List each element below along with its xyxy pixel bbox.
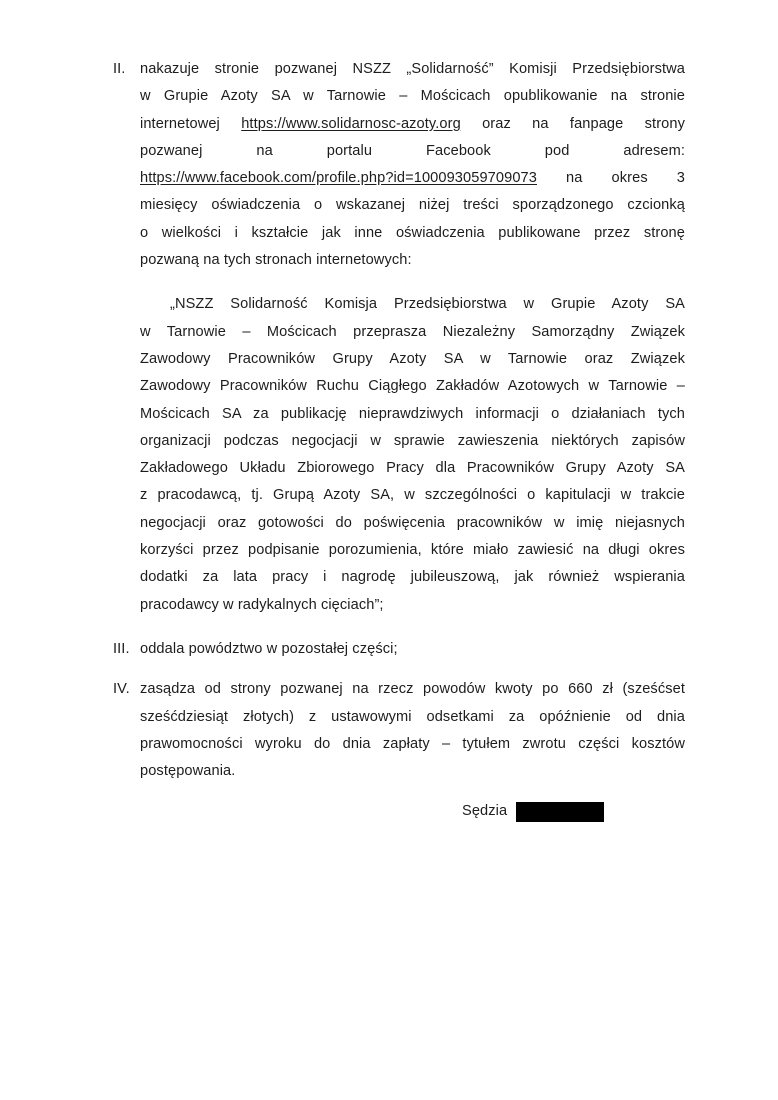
- ruling-blocks: [113, 56, 686, 785]
- text-line: w Tarnowie – Mościcach przeprasza Niezależny Samorządny Związek: [140, 323, 685, 340]
- text-line: „NSZZ Solidarność Komisja Przedsiębiorstwa w Grupie Azoty SA: [170, 296, 685, 313]
- text-line: Zakładowego Układu Zbiorowego Pracy dla Pracowników Grupy Azoty SA: [140, 460, 685, 477]
- text-line: pozwanej na portalu Facebook pod adresem:: [140, 142, 685, 159]
- text-line: prawomocności wyroku do dnia zapłaty – tytułem zwrotu części kosztów: [140, 735, 685, 752]
- text-line: internetowej https://www.solidarnosc-azoty.org oraz na fanpage strony: [140, 115, 686, 132]
- url-link[interactable]: https://www.facebook.com/profile.php?id=100093059709073: [140, 170, 537, 187]
- text-line: miesięcy oświadczenia o wskazanej niżej treści sporządzonego czcionką: [140, 197, 685, 214]
- text-line: zasądza od strony pozwanej na rzecz powodów kwoty po 660 zł (sześćset: [140, 681, 685, 698]
- apology-statement-quote: [140, 291, 685, 619]
- text-line: https://www.facebook.com/profile.php?id=100093059709073 na okres 3: [140, 170, 685, 187]
- ruling-point-3: [113, 636, 685, 663]
- text-line: negocjacji oraz gotowości do poświęcenia pracowników w imię niejasnych: [140, 514, 685, 531]
- text-line: oddala powództwo w pozostałej części;: [140, 640, 398, 657]
- list-marker-ruling-point-3: III.: [113, 640, 130, 657]
- text-line: pozwaną na tych stronach internetowych:: [140, 252, 412, 269]
- ruling-point-2: [113, 56, 686, 274]
- list-marker-ruling-point-4: IV.: [113, 681, 130, 698]
- text-line: dodatki za lata pracy i nagrodę jubileuszową, jak również wspierania: [140, 569, 685, 586]
- judgment-body: [113, 56, 686, 826]
- signature-row: [462, 798, 685, 825]
- list-marker-ruling-point-2: II.: [113, 61, 126, 77]
- text-line: nakazuje stronie pozwanej NSZZ „Solidarność” Komisji Przedsiębiorstwa: [140, 61, 685, 77]
- redaction-box: [516, 802, 604, 822]
- ruling-point-4: [113, 676, 685, 785]
- judge-label: Sędzia: [462, 803, 508, 820]
- text-line: z pracodawcą, tj. Grupą Azoty SA, w szczególności o kapitulacji w trakcie: [140, 487, 685, 504]
- text-line: Zawodowy Pracowników Ruchu Ciągłego Zakładów Azotowych w Tarnowie –: [140, 378, 685, 395]
- text-line: postępowania.: [140, 763, 236, 780]
- text-line: Mościcach SA za publikację nieprawdziwych informacji o działaniach tych: [140, 405, 685, 422]
- text-line: organizacji podczas negocjacji w sprawie zawieszenia niektórych zapisów: [140, 432, 685, 449]
- text-line: korzyści przez podpisanie porozumienia, które miało zawiesić na długi okres: [140, 542, 685, 559]
- text-line: o wielkości i kształcie jak inne oświadczenia publikowane przez stronę: [140, 224, 685, 241]
- text-line: sześćdziesiąt złotych) z ustawowymi odsetkami za opóźnienie od dnia: [140, 708, 685, 725]
- text-line: Zawodowy Pracowników Grupy Azoty SA w Tarnowie oraz Związek: [140, 350, 685, 367]
- url-link[interactable]: https://www.solidarnosc-azoty.org: [241, 115, 461, 132]
- text-line: w Grupie Azoty SA w Tarnowie – Mościcach opublikowanie na stronie: [140, 88, 685, 105]
- text-line: pracodawcy w radykalnych cięciach”;: [140, 596, 384, 613]
